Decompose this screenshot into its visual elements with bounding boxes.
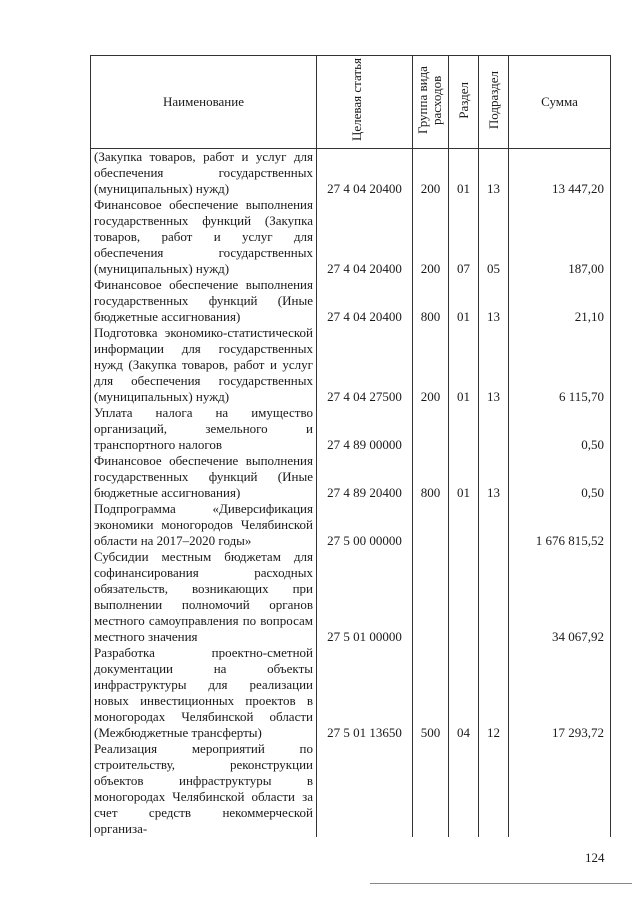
table-row [91,453,611,501]
table-row [91,645,611,741]
row-group: 200 [413,197,449,277]
header-name: Наименование [91,56,317,149]
row-article: 27 5 01 13650 [317,645,413,741]
row-group [413,549,449,645]
row-section: 01 [449,277,479,325]
row-article: 27 5 01 00000 [317,549,413,645]
row-subsection [479,549,509,645]
row-name: Разработка проектно-сметной документации на объекты инфраструктуры для реализации новых инвестиционных проектов в моногородах Челябинской области (Межбюджетные трансферты) [91,645,317,741]
header-subsection: Подраздел [479,56,509,149]
row-group [413,405,449,453]
row-group: 500 [413,645,449,741]
row-section [449,741,479,837]
row-section: 07 [449,197,479,277]
row-subsection [479,405,509,453]
header-target-article: Целевая статья [317,56,413,149]
row-article: 27 4 04 20400 [317,149,413,198]
row-name: Финансовое обеспечение выполнения государственных функций (Закупка товаров, работ и услуг для обеспечения государственных (муниципальных) нужд) [91,197,317,277]
row-section [449,405,479,453]
row-subsection: 13 [479,277,509,325]
row-article: 27 4 04 20400 [317,277,413,325]
row-section: 04 [449,645,479,741]
row-group: 200 [413,325,449,405]
table-header-row [91,56,611,149]
row-name: Финансовое обеспечение выполнения государственных функций (Иные бюджетные ассигнования) [91,453,317,501]
row-subsection: 05 [479,197,509,277]
budget-table [90,55,611,837]
table-row [91,501,611,549]
row-subsection [479,501,509,549]
row-article: 27 4 04 20400 [317,197,413,277]
row-sum: 0,50 [509,453,611,501]
row-subsection: 13 [479,325,509,405]
row-group: 800 [413,277,449,325]
row-sum: 21,10 [509,277,611,325]
row-section: 01 [449,325,479,405]
table-row [91,741,611,837]
row-group [413,741,449,837]
row-sum: 34 067,92 [509,549,611,645]
row-sum: 17 293,72 [509,645,611,741]
row-subsection: 13 [479,149,509,198]
row-name: Уплата налога на имущество организаций, земельного и транспортного налогов [91,405,317,453]
header-expense-group: Группа вида расходов [413,56,449,149]
header-sum: Сумма [509,56,611,149]
row-name: Финансовое обеспечение выполнения государственных функций (Иные бюджетные ассигнования) [91,277,317,325]
row-name: (Закупка товаров, работ и услуг для обеспечения государственных (муниципальных) нужд) [91,149,317,198]
row-section: 01 [449,453,479,501]
row-article: 27 4 89 00000 [317,405,413,453]
row-section [449,501,479,549]
header-section: Раздел [449,56,479,149]
row-section [449,549,479,645]
table-row [91,549,611,645]
row-article: 27 4 89 20400 [317,453,413,501]
table-row [91,149,611,198]
table-row [91,405,611,453]
row-sum: 13 447,20 [509,149,611,198]
page-number: 124 [585,850,605,865]
row-article [317,741,413,837]
row-sum: 0,50 [509,405,611,453]
row-name: Подпрограмма «Диверсификация экономики моногородов Челябинской области на 2017–2020 годы» [91,501,317,549]
row-sum: 187,00 [509,197,611,277]
row-group: 800 [413,453,449,501]
row-section: 01 [449,149,479,198]
row-group: 200 [413,149,449,198]
row-article: 27 5 00 00000 [317,501,413,549]
row-group [413,501,449,549]
row-subsection: 12 [479,645,509,741]
row-name: Подготовка экономико-статистической информации для государственных нужд (Закупка товаров, работ и услуг для обеспечения государственных (муниципальных) нужд) [91,325,317,405]
table-row [91,277,611,325]
row-sum [509,741,611,837]
table-row [91,325,611,405]
row-sum: 6 115,70 [509,325,611,405]
row-article: 27 4 04 27500 [317,325,413,405]
row-name: Реализация мероприятий по строительству, реконструкции объектов инфраструктуры в моногородах Челябинской области за счет средств некоммерческой организа- [91,741,317,837]
footer-divider [370,883,632,884]
row-name: Субсидии местным бюджетам для софинансирования расходных обязательств, возникающих при выполнении полномочий органов местного самоуправления по вопросам местного значения [91,549,317,645]
row-subsection [479,741,509,837]
row-subsection: 13 [479,453,509,501]
row-sum: 1 676 815,52 [509,501,611,549]
table-row [91,197,611,277]
